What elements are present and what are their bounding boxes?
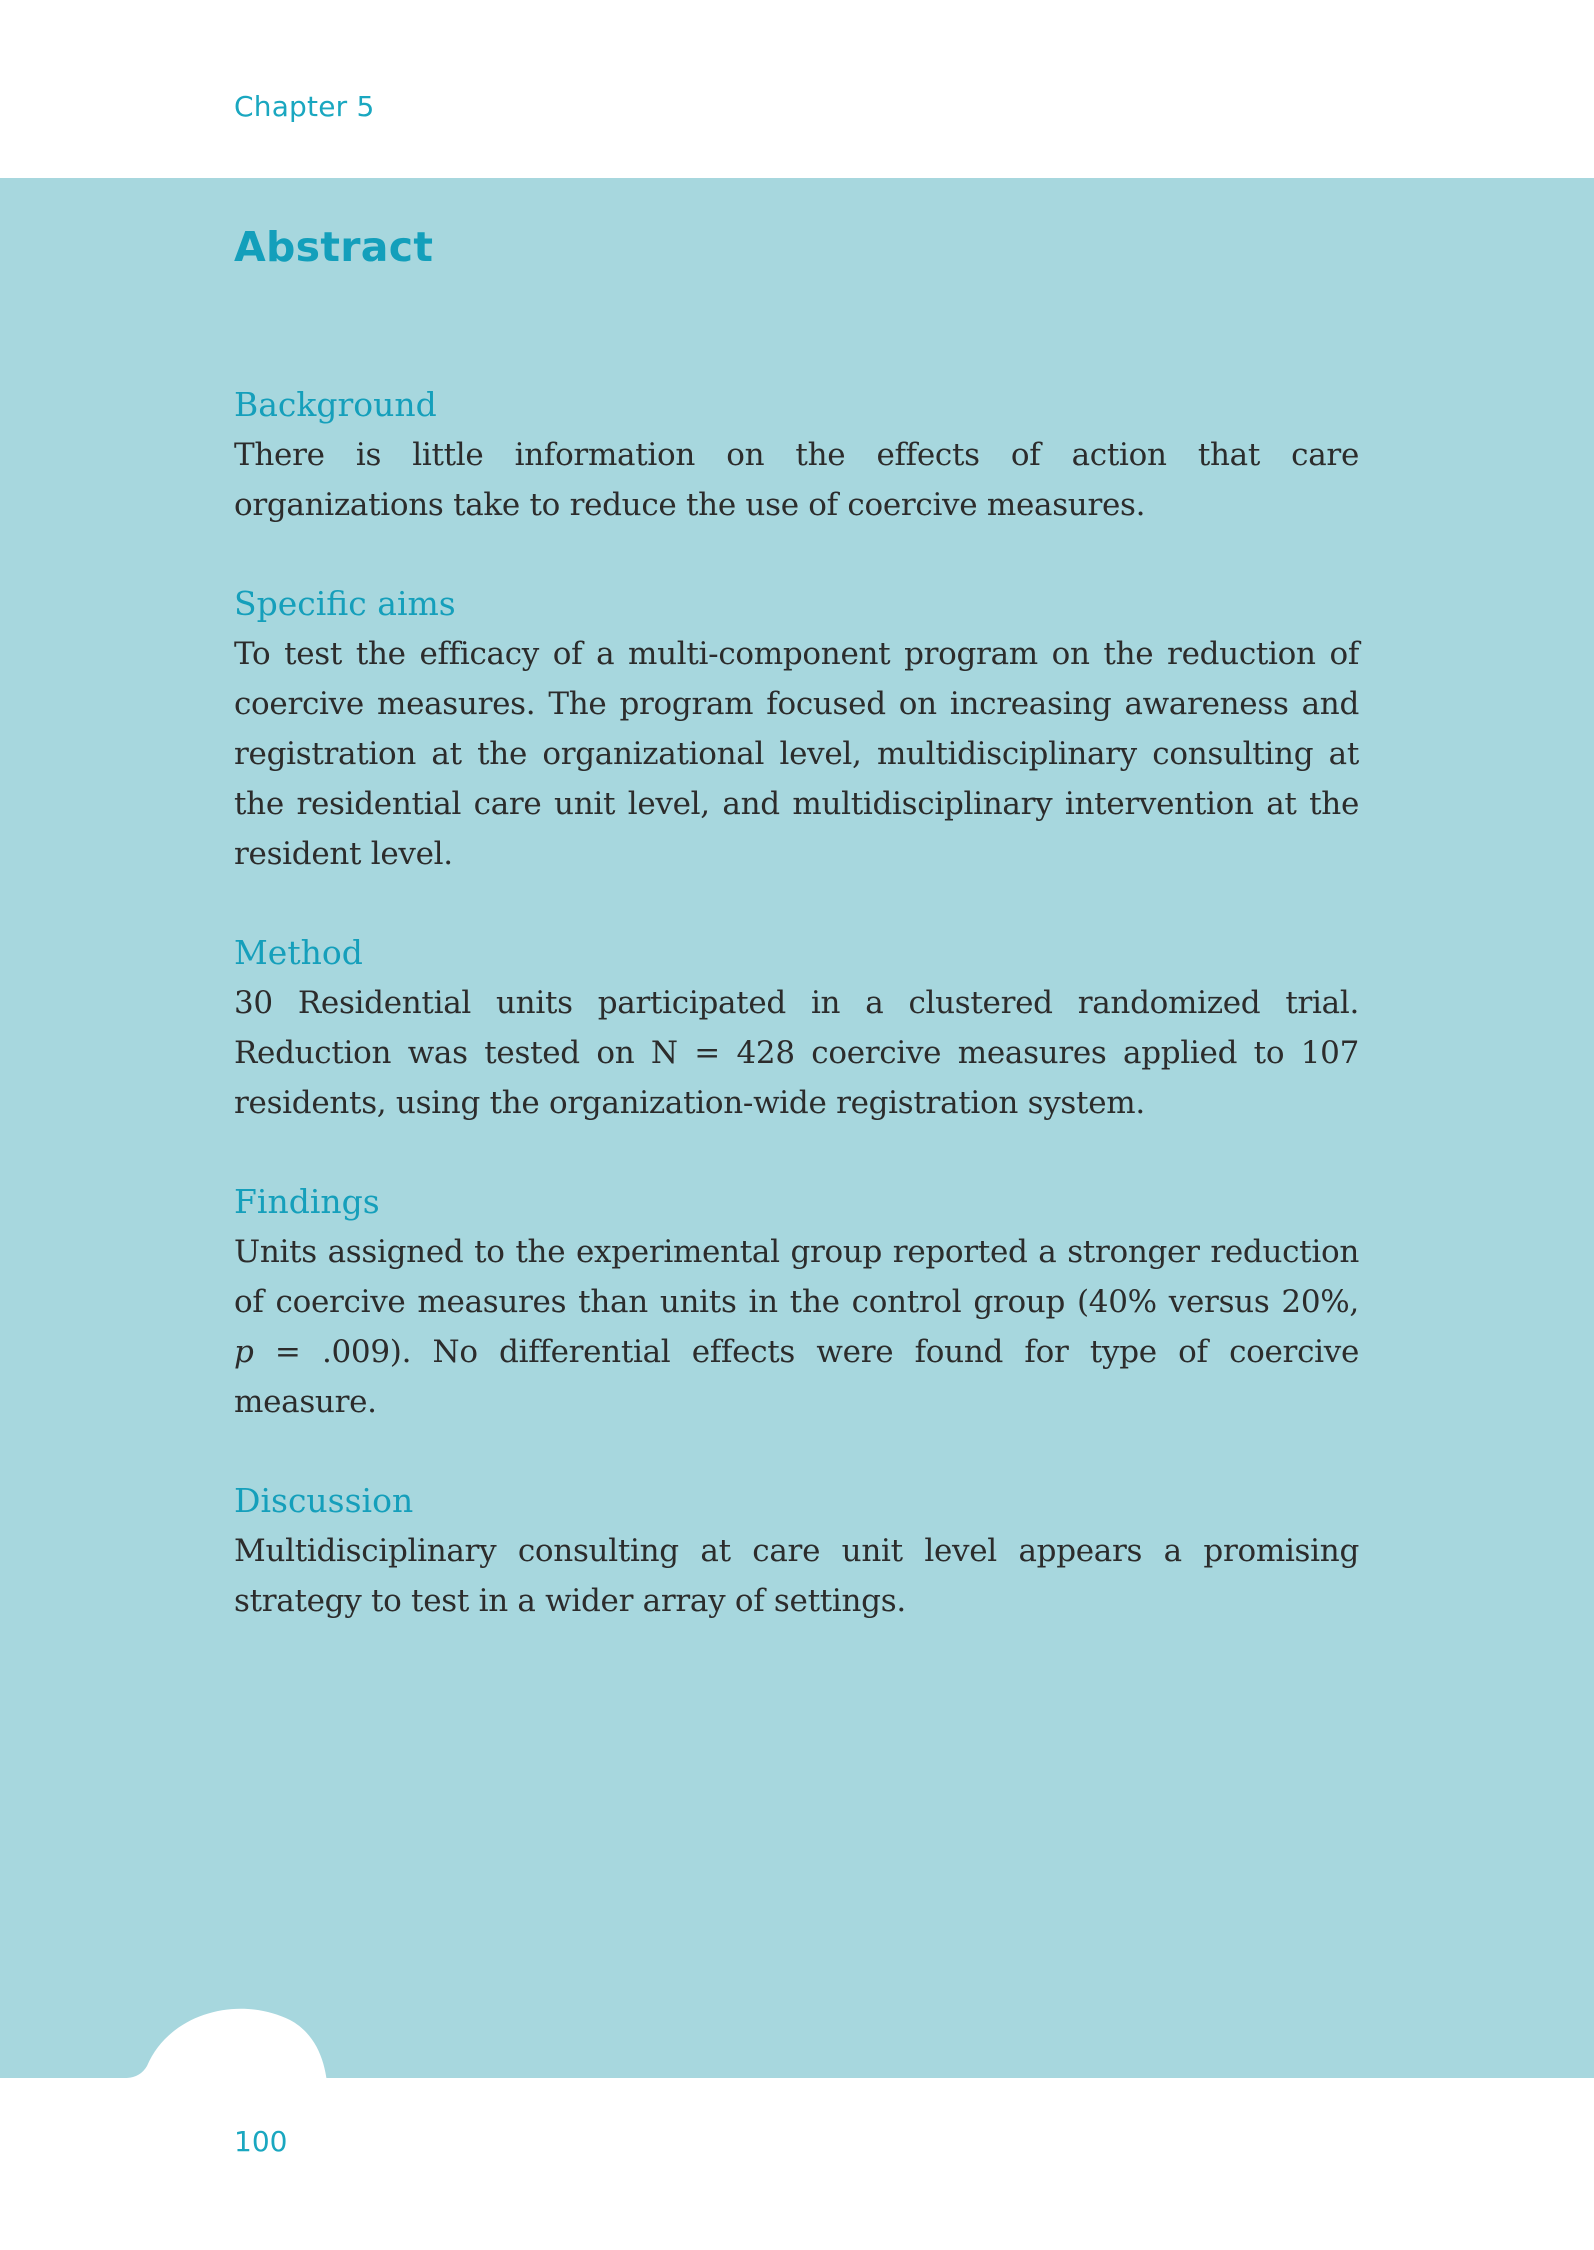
abstract-content [234, 380, 1359, 1675]
section-discussion [234, 1476, 1359, 1626]
section-body-background: There is little information on the effects of action that care organizations take to reduce the use of coercive measures. [234, 437, 1359, 523]
running-header-chapter: Chapter 5 [234, 90, 375, 123]
findings-text-part-1: Units assigned to the experimental group reported a stronger reduction of coercive measures than units in the control group (40% versus 20%, [234, 1234, 1359, 1320]
abstract-title: Abstract [234, 223, 434, 271]
section-heading-discussion: Discussion [234, 1481, 414, 1520]
section-background [234, 380, 1359, 530]
section-body-findings [234, 1227, 1359, 1427]
section-method [234, 928, 1359, 1128]
page-number: 100 [234, 2125, 288, 2158]
section-body-specific-aims: To test the efficacy of a multi-component program on the reduction of coercive measures. The program focused on increasing awareness and registration at the organizational level, multidisciplinary consulting at the residential care unit level, and multidisciplinary intervention at the resident level. [234, 636, 1359, 872]
section-specific-aims [234, 579, 1359, 879]
findings-text-part-2: = .009). No differential effects were found for type of coercive measure. [234, 1334, 1359, 1420]
section-heading-background: Background [234, 385, 437, 424]
section-heading-findings: Findings [234, 1182, 380, 1221]
section-findings [234, 1177, 1359, 1427]
findings-p-symbol: p [234, 1334, 254, 1370]
section-body-method: 30 Residential units participated in a clustered randomized trial. Reduction was tested on N = 428 coercive measures applied to 107 residents, using the organization-wide registration system. [234, 985, 1359, 1121]
section-heading-specific-aims: Specific aims [234, 584, 456, 623]
section-body-discussion: Multidisciplinary consulting at care unit level appears a promising strategy to test in a wider array of settings. [234, 1533, 1359, 1619]
section-heading-method: Method [234, 933, 363, 972]
